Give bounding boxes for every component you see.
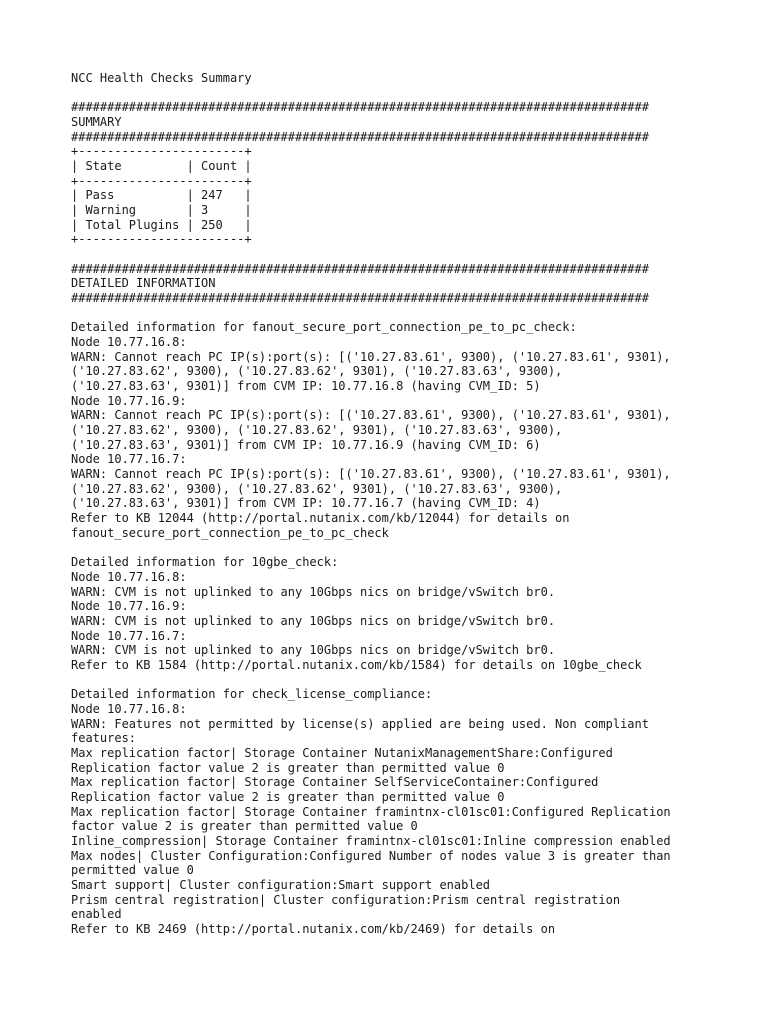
text-line: ('10.27.83.63', 9301)] from CVM IP: 10.77.16.7 (having CVM_ID: 4) (71, 496, 541, 511)
warning-line: WARN: Cannot reach PC IP(s):port(s): [('10.27.83.61', 9300), ('10.27.83.61', 9301), (71, 467, 671, 482)
section-divider: ################################################################################ (71, 129, 649, 144)
text-line: ('10.27.83.62', 9300), ('10.27.83.62', 9301), ('10.27.83.63', 9300), (71, 481, 563, 496)
node-label: Node 10.77.16.8: (71, 335, 187, 350)
table-row: | Total Plugins | 250 | (71, 217, 252, 232)
warning-line: WARN: CVM is not uplinked to any 10Gbps nics on bridge/vSwitch br0. (71, 643, 556, 658)
blank-line (71, 86, 761, 101)
text-line: Replication factor value 2 is greater than permitted value 0 (71, 789, 505, 804)
kb-reference: Refer to KB 1584 (http://portal.nutanix.com/kb/1584) for details on 10gbe_check (71, 657, 642, 672)
blank-line (71, 306, 761, 321)
table-row: | State | Count | (71, 159, 252, 174)
text-line: ('10.27.83.63', 9301)] from CVM IP: 10.77.16.9 (having CVM_ID: 6) (71, 437, 541, 452)
table-border: +-----------------------+ (71, 232, 252, 247)
text-line: Prism central registration| Cluster configuration:Prism central registration (71, 892, 621, 907)
text-line: factor value 2 is greater than permitted value 0 (71, 819, 418, 834)
text-line: fanout_secure_port_connection_pe_to_pc_check (71, 525, 389, 540)
warning-line: WARN: Cannot reach PC IP(s):port(s): [('10.27.83.61', 9300), ('10.27.83.61', 9301), (71, 349, 671, 364)
node-label: Node 10.77.16.7: (71, 452, 187, 467)
section-divider: ################################################################################ (71, 261, 649, 276)
table-row: | Pass | 247 | (71, 188, 252, 203)
node-label: Node 10.77.16.7: (71, 628, 187, 643)
check-heading: Detailed information for check_license_compliance: (71, 687, 433, 702)
text-line: Max replication factor| Storage Container NutanixManagementShare:Configured (71, 745, 613, 760)
text-line: Max replication factor| Storage Container SelfServiceContainer:Configured (71, 775, 599, 790)
node-label: Node 10.77.16.9: (71, 599, 187, 614)
text-line: ('10.27.83.62', 9300), ('10.27.83.62', 9301), ('10.27.83.63', 9300), (71, 364, 563, 379)
warning-line: WARN: CVM is not uplinked to any 10Gbps nics on bridge/vSwitch br0. (71, 613, 556, 628)
table-row: | Warning | 3 | (71, 203, 252, 218)
kb-reference: Refer to KB 12044 (http://portal.nutanix.com/kb/12044) for details on (71, 511, 570, 526)
text-line: Replication factor value 2 is greater than permitted value 0 (71, 760, 505, 775)
warning-line: WARN: CVM is not uplinked to any 10Gbps nics on bridge/vSwitch br0. (71, 584, 556, 599)
text-line: permitted value 0 (71, 863, 194, 878)
text-line: Inline_compression| Storage Container framintnx-cl01sc01:Inline compression enabled (71, 833, 671, 848)
text-line: features: (71, 731, 137, 746)
blank-line (71, 673, 761, 688)
text-line: ('10.27.83.62', 9300), ('10.27.83.62', 9301), ('10.27.83.63', 9300), (71, 423, 563, 438)
blank-line (71, 541, 761, 556)
check-heading: Detailed information for 10gbe_check: (71, 555, 339, 570)
warning-line: WARN: Features not permitted by license(s) applied are being used. Non compliant (71, 716, 649, 731)
node-label: Node 10.77.16.8: (71, 701, 187, 716)
text-line: Smart support| Cluster configuration:Smart support enabled (71, 877, 491, 892)
document-title: NCC Health Checks Summary (71, 71, 252, 85)
section-title-summary: SUMMARY (71, 115, 122, 130)
table-border: +-----------------------+ (71, 173, 252, 188)
document-body (71, 71, 761, 937)
node-label: Node 10.77.16.9: (71, 393, 187, 408)
node-label: Node 10.77.16.8: (71, 569, 187, 584)
kb-reference: Refer to KB 2469 (http://portal.nutanix.com/kb/2469) for details on (71, 921, 556, 936)
text-line: Max replication factor| Storage Container framintnx-cl01sc01:Configured Replication (71, 804, 671, 819)
warning-line: WARN: Cannot reach PC IP(s):port(s): [('10.27.83.61', 9300), ('10.27.83.61', 9301), (71, 408, 671, 423)
check-heading: Detailed information for fanout_secure_port_connection_pe_to_pc_check: (71, 320, 577, 335)
section-divider: ################################################################################ (71, 100, 649, 115)
section-divider: ################################################################################ (71, 291, 649, 306)
text-line: ('10.27.83.63', 9301)] from CVM IP: 10.77.16.8 (having CVM_ID: 5) (71, 379, 541, 394)
table-border: +-----------------------+ (71, 144, 252, 159)
section-title-detailed: DETAILED INFORMATION (71, 276, 216, 291)
text-line: Max nodes| Cluster Configuration:Configured Number of nodes value 3 is greater than (71, 848, 671, 863)
blank-line (71, 247, 761, 262)
text-line: enabled (71, 907, 122, 922)
